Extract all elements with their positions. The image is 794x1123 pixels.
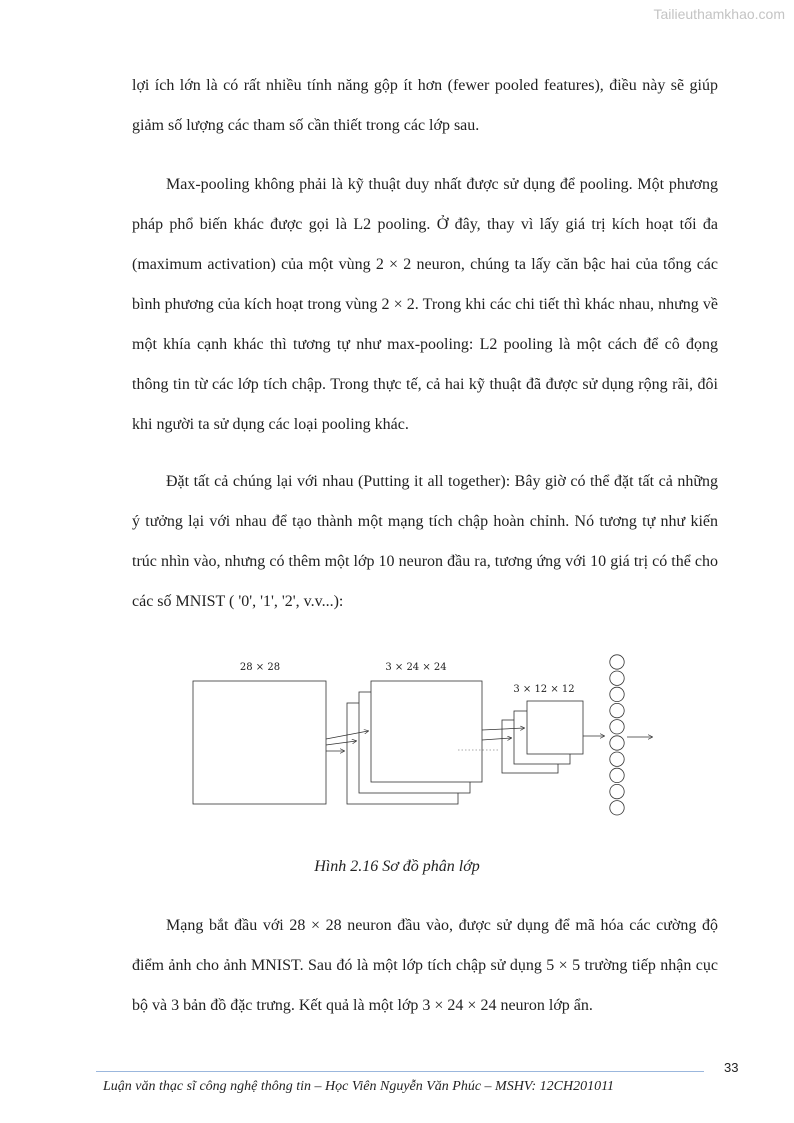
output-neuron [610, 768, 624, 782]
input-layer [193, 681, 326, 804]
footer-divider [96, 1071, 704, 1072]
output-neuron [610, 687, 624, 701]
network-diagram-svg [190, 648, 660, 828]
footer-text: Luận văn thạc sĩ công nghệ thông tin – Học Viên Nguyễn Văn Phúc – MSHV: 12CH201011 [103, 1079, 615, 1094]
page-number: 33 [724, 1060, 739, 1075]
output-neuron [610, 784, 624, 798]
watermark: Tailieuthamkhao.com [653, 6, 785, 22]
output-neuron-column [610, 655, 624, 815]
paragraph-1: lợi ích lớn là có rất nhiều tính năng gộp ít hơn (fewer pooled features), điều này sẽ giúp giảm số lượng các tham số cần thiết trong các lớp sau. [132, 77, 718, 134]
paragraph-3: Đặt tất cả chúng lại với nhau (Putting it all together): Bây giờ có thể đặt tất cả những ý tưởng lại với nhau để tạo thành một mạng tích chập hoàn chỉnh. Nó tương tự như kiến trúc nhìn vào, nhưng có thêm một lớp 10 neuron đầu ra, tương ứng với 10 giá trị có thể cho các số MNIST ( '0', '1', '2', v.v...): [132, 473, 718, 610]
paragraph-2: Max-pooling không phải là kỹ thuật duy nhất được sử dụng để pooling. Một phương pháp phổ biến khác được gọi là L2 pooling. Ở đây, thay vì lấy giá trị kích hoạt tối đa (maximum activation) của một vùng 2 × 2 neuron, chúng ta lấy căn bậc hai của tổng các bình phương của kích hoạt trong vùng 2 × 2. Trong khi các chi tiết thì khác nhau, nhưng về một khía cạnh khác thì tương tự như max-pooling: L2 pooling là một cách để cô đọng thông tin từ các lớp tích chập. Trong thực tế, cả hai kỹ thuật đã được sử dụng rộng rãi, đôi khi người ta sử dụng các loại pooling khác. [132, 176, 718, 433]
output-neuron [610, 752, 624, 766]
paragraph-4: Mạng bắt đầu với 28 × 28 neuron đầu vào, được sử dụng để mã hóa các cường độ điểm ảnh cho ảnh MNIST. Sau đó là một lớp tích chập sử dụng 5 × 5 trường tiếp nhận cục bộ và 3 bản đồ đặc trưng. Kết quả là một lớp 3 × 24 × 24 neuron lớp ẩn. [132, 917, 718, 1014]
pool-layer-label: 3 × 12 × 12 [513, 684, 575, 695]
input-layer-label: 28 × 28 [239, 662, 281, 673]
output-neuron [610, 671, 624, 685]
output-neuron [610, 655, 624, 669]
output-neuron [610, 736, 624, 750]
conv-map-1 [371, 681, 482, 782]
figure-caption: Hình 2.16 Sơ đồ phân lớp [314, 858, 480, 875]
conv-layer-label: 3 × 24 × 24 [385, 662, 447, 673]
output-neuron [610, 801, 624, 815]
network-diagram [190, 648, 660, 833]
pool-map-1 [527, 701, 583, 754]
output-neuron [610, 720, 624, 734]
output-neuron [610, 703, 624, 717]
